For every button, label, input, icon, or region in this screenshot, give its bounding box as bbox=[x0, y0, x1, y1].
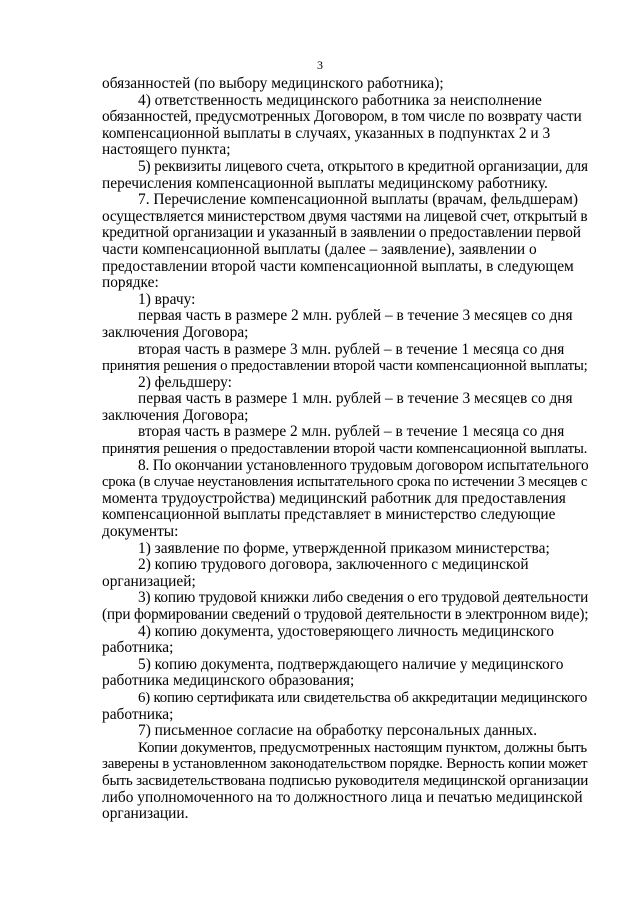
text-line: 5) копию документа, подтверждающего наличие у медицинского bbox=[138, 655, 564, 673]
text-line: момента трудоустройства) медицинский работник для предоставления bbox=[102, 489, 566, 507]
text-line: обязанностей (по выбору медицинского работника); bbox=[102, 75, 444, 92]
text-line: организации. bbox=[102, 805, 189, 823]
text-line: компенсационной выплаты представляет в министерство следующие bbox=[102, 506, 556, 524]
text-line: работника медицинского образования; bbox=[102, 672, 355, 690]
text-line: 1) врачу: bbox=[138, 290, 196, 308]
text-line: порядке: bbox=[102, 274, 159, 292]
text-line: вторая часть в размере 3 млн. рублей – в течение 1 месяца со дня bbox=[138, 340, 565, 358]
text-line: 8. По окончании установленного трудовым договором испытательного bbox=[138, 456, 589, 474]
text-line: заключения Договора; bbox=[102, 323, 249, 341]
text-line: срока (в случае неустановления испытательного срока по истечении 3 месяцев с bbox=[102, 474, 588, 491]
text-line: быть засвидетельствована подписью руководителя медицинской организации bbox=[102, 772, 589, 789]
text-line: 5) реквизиты лицевого счета, открытого в кредитной организации, для bbox=[138, 157, 588, 175]
text-line: предоставлении второй части компенсационной выплаты, в следующем bbox=[102, 257, 574, 275]
text-line: обязанностей, предусмотренных Договором, в том числе по возврату части bbox=[102, 108, 582, 126]
text-line: первая часть в размере 1 млн. рублей – в течение 3 месяцев со дня bbox=[138, 390, 573, 408]
text-line: заключения Договора; bbox=[102, 406, 249, 424]
text-line: либо уполномоченного на то должностного лица и печатью медицинской bbox=[102, 788, 583, 806]
text-line: (при формировании сведений о трудовой деятельности в электронном виде); bbox=[102, 606, 589, 623]
text-line: кредитной организации и указанный в заявлении о предоставлении первой bbox=[102, 224, 581, 242]
text-line: 1) заявление по форме, утвержденной приказом министерства; bbox=[138, 539, 550, 557]
text-line: организацией; bbox=[102, 572, 196, 590]
text-line: 7) письменное согласие на обработку персональных данных. bbox=[138, 722, 538, 740]
text-line: части компенсационной выплаты (далее – заявление), заявлении о bbox=[102, 240, 537, 258]
text-line: перечисления компенсационной выплаты медицинскому работнику. bbox=[102, 174, 548, 192]
text-line: компенсационной выплаты в случаях, указанных в подпунктах 2 и 3 bbox=[102, 124, 551, 142]
text-line: 3) копию трудовой книжки либо сведения о его трудовой деятельности bbox=[138, 589, 589, 607]
text-line: документы: bbox=[102, 523, 179, 541]
text-line: 6) копию сертификата или свидетельства об аккредитации медицинского bbox=[138, 689, 588, 706]
text-line: 2) фельдшеру: bbox=[138, 373, 232, 391]
text-line: 2) копию трудового договора, заключенного с медицинской bbox=[138, 556, 529, 574]
text-line: работника; bbox=[102, 705, 174, 723]
document-body bbox=[102, 76, 588, 823]
text-line: принятия решения о предоставлении второй части компенсационной выплаты. bbox=[102, 441, 588, 458]
text-line: заверены в установленном законодательством порядке. Верность копии может bbox=[102, 756, 588, 773]
text-line: 7. Перечисление компенсационной выплаты (врачам, фельдшерам) bbox=[138, 191, 578, 209]
page-number: 3 bbox=[317, 58, 323, 72]
text-line: 4) копию документа, удостоверяющего личность медицинского bbox=[138, 622, 554, 640]
text-line: 4) ответственность медицинского работника за неисполнение bbox=[138, 91, 542, 109]
text-line: работника; bbox=[102, 639, 174, 657]
text-line: Копии документов, предусмотренных настоящим пунктом, должны быть bbox=[138, 739, 587, 756]
text-line: настоящего пункта; bbox=[102, 141, 231, 159]
text-line: принятия решения о предоставлении второй части компенсационной выплаты; bbox=[102, 358, 588, 375]
text-line: первая часть в размере 2 млн. рублей – в течение 3 месяцев со дня bbox=[138, 307, 573, 325]
text-line: вторая часть в размере 2 млн. рублей – в течение 1 месяца со дня bbox=[138, 423, 565, 441]
text-line: осуществляется министерством двумя частями на лицевой счет, открытый в bbox=[102, 207, 588, 225]
